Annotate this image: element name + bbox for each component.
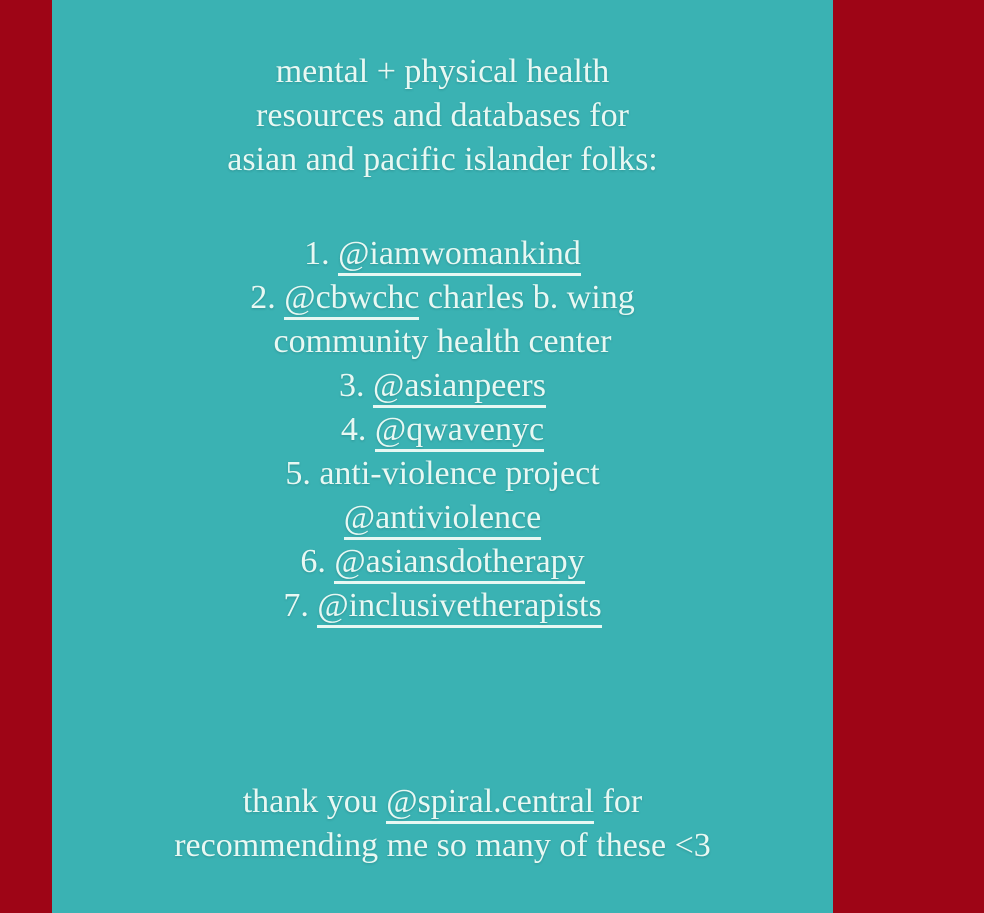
footer-line-2 bbox=[52, 824, 833, 868]
footer-text: for bbox=[594, 783, 643, 820]
list-text: charles b. wing bbox=[419, 279, 635, 316]
heading-line-3: asian and pacific islander folks: bbox=[227, 141, 658, 178]
list-line-5 bbox=[52, 408, 833, 452]
footer-text: recommending me so many of these <3 bbox=[174, 827, 711, 864]
right-border bbox=[833, 0, 984, 913]
handle-link-iamwomankind[interactable]: @iamwomankind bbox=[338, 235, 581, 276]
handle-link-inclusivetherapists[interactable]: @inclusivetherapists bbox=[317, 587, 601, 628]
list-line-9 bbox=[52, 584, 833, 628]
footer-line-1 bbox=[52, 780, 833, 824]
list-line-2 bbox=[52, 276, 833, 320]
list-number: 7. bbox=[283, 587, 318, 624]
resource-list bbox=[52, 232, 833, 628]
list-line-6 bbox=[52, 452, 833, 496]
list-text: community health center bbox=[273, 323, 612, 360]
left-border bbox=[0, 0, 52, 913]
heading-line-1: mental + physical health bbox=[275, 53, 610, 90]
list-line-8 bbox=[52, 540, 833, 584]
handle-link-antiviolence[interactable]: @antiviolence bbox=[344, 499, 541, 540]
list-line-4 bbox=[52, 364, 833, 408]
footer bbox=[52, 780, 833, 868]
list-number: 3. bbox=[339, 367, 374, 404]
post-content bbox=[52, 0, 833, 913]
heading bbox=[52, 50, 833, 182]
handle-link-asiansdotherapy[interactable]: @asiansdotherapy bbox=[334, 543, 584, 584]
list-line-7 bbox=[52, 496, 833, 540]
list-line-1 bbox=[52, 232, 833, 276]
list-number: 4. bbox=[340, 411, 375, 448]
handle-link-qwavenyc[interactable]: @qwavenyc bbox=[375, 411, 544, 452]
list-number: 2. bbox=[250, 279, 285, 316]
list-text: 5. anti-violence project bbox=[285, 455, 600, 492]
heading-line-2: resources and databases for bbox=[256, 97, 629, 134]
handle-link-spiral-central[interactable]: @spiral.central bbox=[386, 783, 594, 824]
list-line-3 bbox=[52, 320, 833, 364]
list-number: 6. bbox=[300, 543, 335, 580]
handle-link-asianpeers[interactable]: @asianpeers bbox=[373, 367, 546, 408]
footer-text: thank you bbox=[242, 783, 387, 820]
list-number: 1. bbox=[304, 235, 339, 272]
handle-link-cbwchc[interactable]: @cbwchc bbox=[284, 279, 419, 320]
